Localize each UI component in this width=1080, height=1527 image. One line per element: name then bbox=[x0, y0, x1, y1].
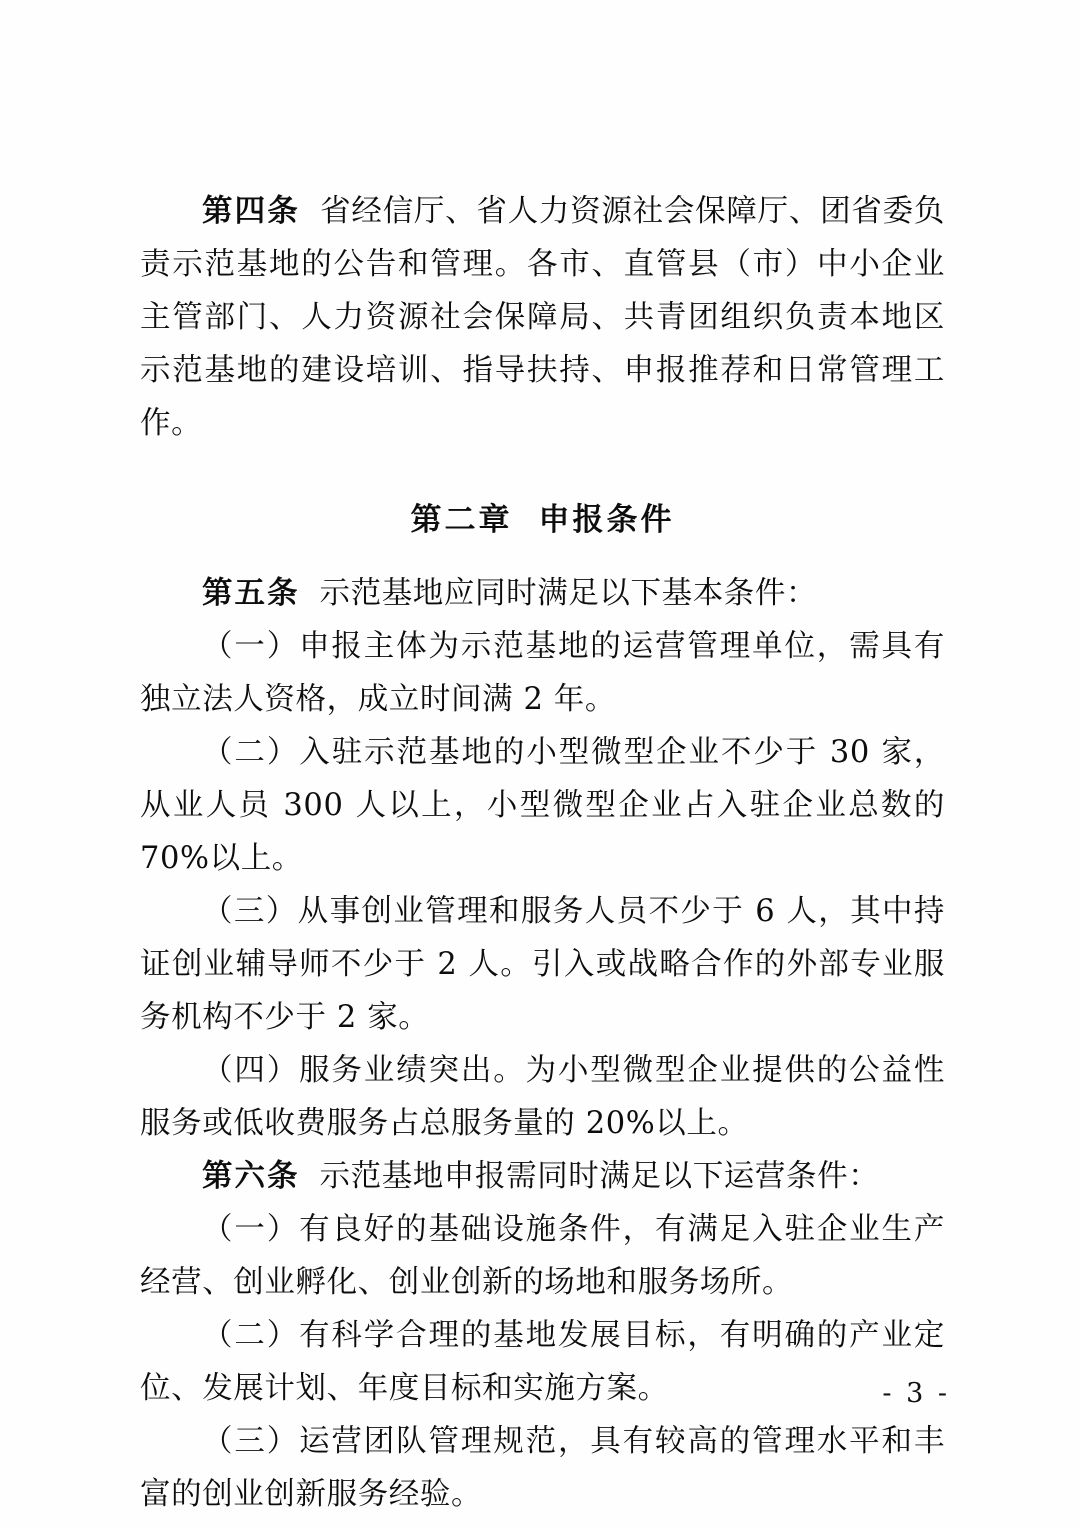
article-label-6: 第六条 bbox=[202, 1158, 300, 1194]
document-body bbox=[140, 185, 945, 1521]
page-number: - 3 - bbox=[882, 1378, 950, 1409]
article-text-4: 省经信厅、省人力资源社会保障厅、团省委负责示范基地的公告和管理。各市、直管县（市）中小企业主管部门、人力资源社会保障局、共青团组织负责本地区示范基地的建设培训、指导扶持、申报推荐和日常管理工作。 bbox=[140, 194, 946, 441]
list-item-6-2: （二）有科学合理的基地发展目标，有明确的产业定位、发展计划、年度目标和实施方案。 bbox=[140, 1318, 945, 1406]
chapter-number: 第二章 bbox=[410, 502, 513, 538]
chapter-title: 申报条件 bbox=[538, 502, 675, 538]
article-label-5: 第五条 bbox=[202, 575, 300, 611]
list-item-6-3: （三）运营团队管理规范，具有较高的管理水平和丰富的创业创新服务经验。 bbox=[140, 1424, 945, 1512]
chapter-heading bbox=[140, 494, 945, 547]
article-text-5: 示范基地应同时满足以下基本条件： bbox=[319, 576, 818, 611]
article-paragraph-6 bbox=[140, 1150, 945, 1203]
list-item-5-4: （四）服务业绩突出。为小型微型企业提供的公益性服务或低收费服务占总服务量的 20%以上。 bbox=[140, 1053, 945, 1141]
article-paragraph-4 bbox=[140, 185, 945, 450]
article-paragraph-5 bbox=[140, 567, 945, 620]
article-text-6: 示范基地申报需同时满足以下运营条件： bbox=[319, 1159, 880, 1194]
list-item-5-2: （二）入驻示范基地的小型微型企业不少于 30 家，从业人员 300 人以上，小型微型企业占入驻企业总数的 70%以上。 bbox=[140, 735, 945, 876]
article-label-4: 第四条 bbox=[202, 193, 300, 229]
list-item-5-1: （一）申报主体为示范基地的运营管理单位，需具有独立法人资格，成立时间满 2 年。 bbox=[140, 629, 945, 717]
list-item-6-1: （一）有良好的基础设施条件，有满足入驻企业生产经营、创业孵化、创业创新的场地和服务场所。 bbox=[140, 1212, 945, 1300]
list-item-5-3: （三）从事创业管理和服务人员不少于 6 人，其中持证创业辅导师不少于 2 人。引入或战略合作的外部专业服务机构不少于 2 家。 bbox=[140, 894, 945, 1035]
